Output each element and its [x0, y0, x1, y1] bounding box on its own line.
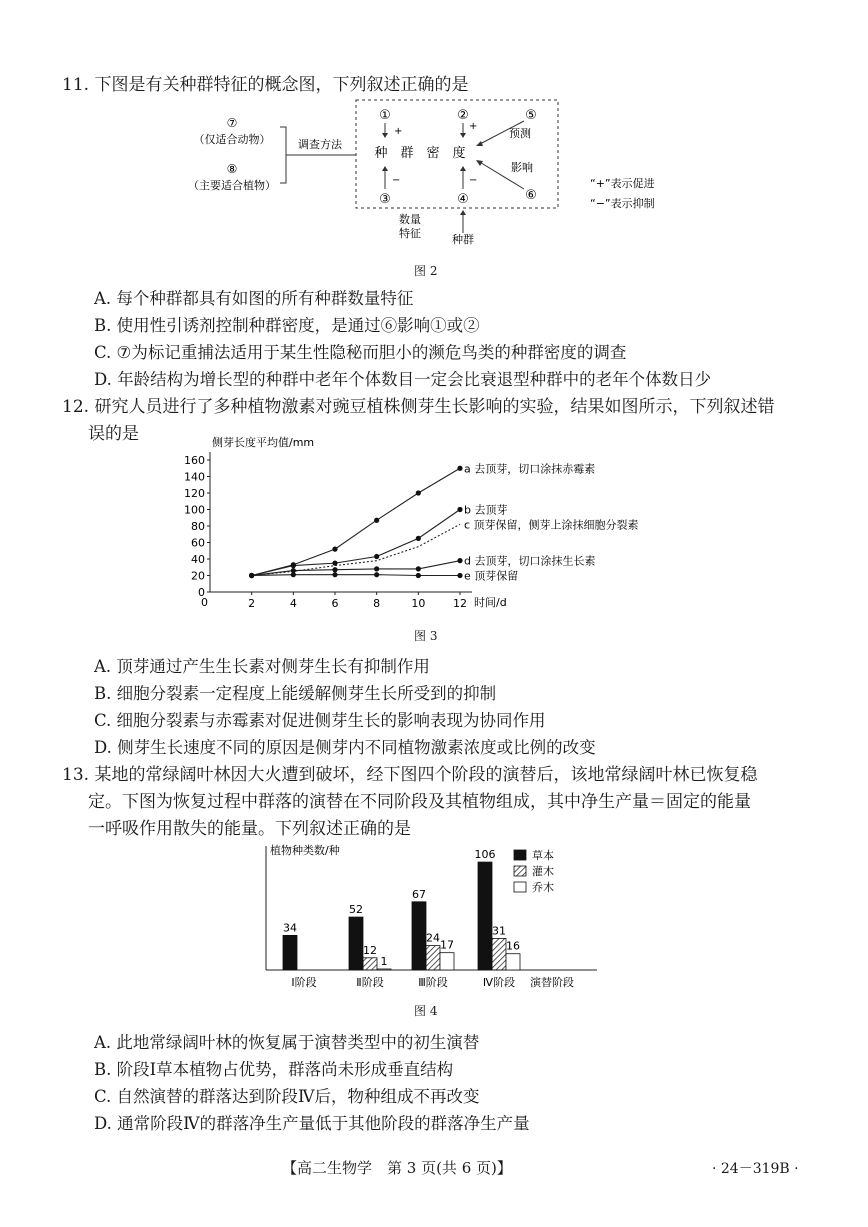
q13-stem-line1: 13. 某地的常绿阔叶林因大火遭到破坏，经下图四个阶段的演替后，该地常绿阔叶林已恢复稳 [62, 765, 758, 785]
series-label-1: a 去顶芽，切口涂抹赤霉素 [464, 462, 596, 476]
series-label-5: e 顶芽保留 [464, 569, 519, 583]
data-point [457, 507, 462, 512]
series-label-3: c 顶芽保留，侧芽上涂抹细胞分裂素 [464, 518, 639, 532]
node-6: ⑥ [525, 188, 537, 203]
node-5: ⑤ [525, 108, 537, 123]
q11-option-a: A. 每个种群都具有如图的所有种群数量特征 [94, 289, 414, 308]
data-point [374, 572, 379, 577]
data-point [457, 558, 462, 563]
q13-option-a: A. 此地常绿阔叶林的恢复属于演替类型中的初生演替 [94, 1033, 480, 1052]
y-axis-label: 植物种类数/种 [270, 844, 340, 857]
q12-option-d: D. 侧芽生长速度不同的原因是侧芽内不同植物激素浓度或比例的改变 [94, 738, 596, 757]
legend-label: 灌木 [532, 865, 554, 878]
survey-label: 调查方法 [298, 138, 342, 151]
category-label: Ⅲ阶段 [418, 976, 448, 989]
data-point [374, 566, 379, 571]
legend-swatch [514, 850, 526, 860]
bar-草本 [349, 917, 363, 970]
y-tick-label: 120 [184, 487, 205, 500]
data-point [416, 573, 421, 578]
x-tick-label: 2 [248, 597, 256, 610]
data-point [249, 573, 254, 578]
exam-code: · 24－319B · [712, 1161, 799, 1177]
bar-草本 [478, 862, 492, 970]
node-8: ⑧ [226, 162, 238, 176]
node-1: ① [379, 108, 391, 123]
center-label: 种 群 密 度 [374, 146, 466, 161]
bar-value-label: 16 [506, 939, 520, 953]
bar-灌木 [492, 938, 506, 970]
legend-label: 草本 [532, 849, 554, 862]
svg-text:−: − [469, 175, 478, 186]
y-tick-label: 160 [184, 454, 205, 467]
svg-text:−: − [392, 175, 401, 186]
bar-value-label: 67 [412, 887, 426, 901]
y-tick-label: 0 [198, 586, 205, 599]
x-tick-label: 4 [289, 597, 297, 610]
x-axis-label: 演替阶段 [530, 976, 574, 989]
page-footer: 【高二生物学 第 3 页(共 6 页)】 [282, 1159, 512, 1177]
figure-3-line-chart [168, 436, 688, 618]
y-axis-label: 侧芽长度平均值/mm [212, 436, 315, 449]
data-point [374, 518, 379, 523]
y-tick-label: 80 [191, 520, 205, 533]
data-point [416, 490, 421, 495]
bar-乔木 [440, 953, 454, 970]
bar-乔木 [506, 954, 520, 970]
bar-灌木 [426, 946, 440, 970]
bar-乔木 [377, 969, 391, 970]
y-tick-label: 40 [191, 553, 205, 566]
data-point [416, 536, 421, 541]
bar-草本 [412, 902, 426, 970]
bar-value-label: 1 [380, 954, 388, 968]
node-7: ⑦ [226, 116, 238, 130]
q13-option-c: C. 自然演替的群落达到阶段Ⅳ后，物种组成不再改变 [94, 1087, 480, 1106]
data-point [457, 573, 462, 578]
q13-option-b: B. 阶段Ⅰ草本植物占优势，群落尚未形成垂直结构 [94, 1060, 454, 1079]
node-3: ③ [379, 192, 391, 207]
svg-text:+: + [394, 126, 403, 137]
figure-3-caption: 图 3 [414, 629, 438, 643]
data-point [416, 566, 421, 571]
bar-草本 [283, 935, 297, 970]
q13-option-d: D. 通常阶段Ⅳ的群落净生产量低于其他阶段的群落净生产量 [94, 1114, 530, 1133]
y-tick-label: 100 [184, 503, 205, 517]
x-tick-label: 10 [411, 597, 426, 610]
quant-label-1: 数量 [399, 213, 421, 226]
y-tick-label: 60 [191, 536, 205, 550]
x-axis-label: 时间/d [474, 596, 507, 609]
category-label: Ⅰ阶段 [291, 976, 317, 989]
legend-minus: “−”表示抑制 [590, 197, 655, 210]
bar-value-label: 52 [349, 903, 363, 917]
q11-stem: 11. 下图是有关种群特征的概念图，下列叙述正确的是 [62, 75, 469, 95]
figure-2-caption: 图 2 [414, 264, 438, 278]
bar-value-label: 12 [363, 943, 377, 957]
q11-concept-diagram [180, 95, 700, 255]
series-label-4: d 去顶芽，切口涂抹生长素 [464, 554, 596, 568]
bar-value-label: 34 [283, 921, 297, 935]
node-4: ④ [457, 192, 469, 207]
q13-stem-line3: 一呼吸作用散失的能量。下列叙述正确的是 [88, 819, 411, 839]
data-point [332, 567, 337, 572]
legend-swatch [514, 866, 526, 876]
legend-swatch [514, 882, 526, 892]
legend-label: 乔木 [532, 881, 554, 894]
q12-stem-line1: 12. 研究人员进行了多种植物激素对豌豆植株侧芽生长影响的实验，结果如图所示，下列叙述错 [62, 397, 775, 417]
q13-stem-line2: 定。下图为恢复过程中群落的演替在不同阶段及其植物组成，其中净生产量＝固定的能量 [88, 792, 751, 812]
series-label-2: b 去顶芽 [464, 503, 508, 517]
data-point [457, 466, 462, 471]
influence-label: 影响 [511, 161, 533, 174]
data-point [374, 554, 379, 559]
q12-stem-line2: 误的是 [88, 424, 139, 444]
q11-option-c: C. ⑦为标记重捕法适用于某生性隐秘而胆小的濒危鸟类的种群密度的调查 [94, 343, 627, 362]
category-label: Ⅳ阶段 [482, 976, 516, 989]
node-8-note: （主要适合植物） [188, 179, 276, 192]
data-point [332, 547, 337, 552]
svg-text:+: + [469, 121, 478, 132]
y-tick-label: 140 [184, 470, 205, 484]
data-point [291, 563, 296, 568]
node-7-note: （仅适合动物） [193, 133, 271, 146]
q11-option-d: D. 年龄结构为增长型的种群中老年个体数目一定会比衰退型种群中的老年个体数日少 [94, 370, 712, 389]
x-tick-label: 8 [373, 597, 381, 610]
bar-value-label: 31 [492, 924, 506, 938]
q12-option-a: A. 顶芽通过产生生长素对侧芽生长有抑制作用 [94, 657, 430, 676]
data-point [332, 572, 337, 577]
x-tick-label: 6 [331, 597, 339, 610]
population-label: 种群 [452, 233, 474, 246]
q12-option-c: C. 细胞分裂素与赤霉素对促进侧芽生长的影响表现为协同作用 [94, 711, 546, 730]
bar-value-label: 106 [474, 848, 496, 862]
bar-value-label: 17 [440, 938, 454, 952]
x-tick-label: 0 [201, 596, 208, 609]
q11-option-b: B. 使用性引诱剂控制种群密度，是通过⑥影响①或② [94, 316, 480, 335]
series-line-5 [252, 575, 460, 576]
bar-灌木 [363, 958, 377, 970]
bracket [280, 127, 292, 183]
node-2: ② [457, 108, 469, 123]
legend-plus: “+”表示促进 [590, 177, 655, 190]
category-label: Ⅱ阶段 [356, 976, 384, 989]
y-tick-label: 20 [191, 569, 205, 583]
x-tick-label: 12 [453, 597, 467, 610]
series-line-2 [252, 510, 460, 576]
q12-option-b: B. 细胞分裂素一定程度上能缓解侧芽生长所受到的抑制 [94, 684, 497, 703]
figure-4-caption: 图 4 [414, 1004, 438, 1018]
data-point [291, 572, 296, 577]
bar-value-label: 24 [426, 931, 440, 945]
quant-label-2: 特征 [399, 227, 421, 240]
predict-label: 预测 [509, 127, 531, 140]
figure-4-bar-chart [252, 840, 612, 995]
